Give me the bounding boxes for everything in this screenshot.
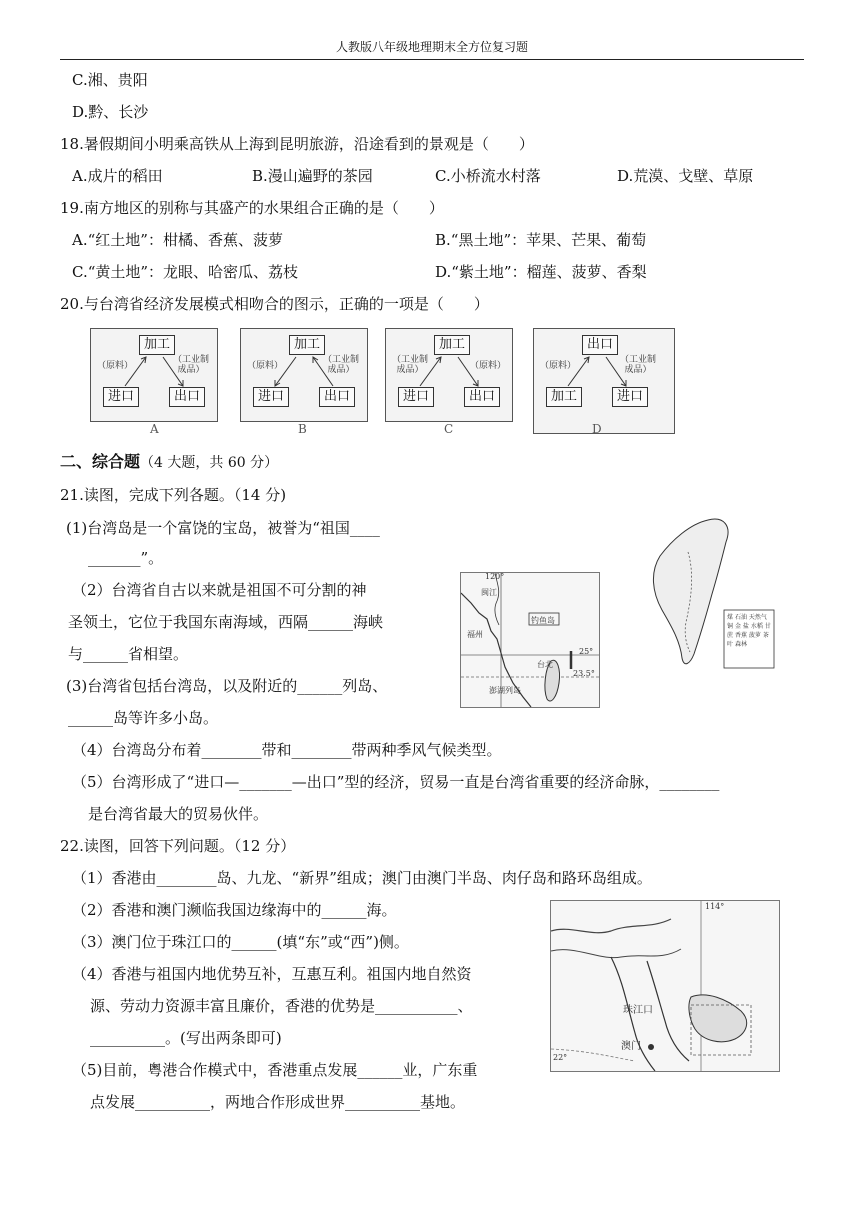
diagram-b-right-box: 出口 xyxy=(319,387,355,407)
diagram-d-top-box: 出口 xyxy=(582,335,618,355)
diagram-c-left-label: （工业制成品） xyxy=(391,355,428,375)
section-2-title: 二、综合题 xyxy=(60,452,141,471)
q22-part3: （3）澳门位于珠江口的______(填“东”或“西”)侧。 xyxy=(72,933,409,951)
section-2-heading xyxy=(60,452,278,473)
diagram-b-top-box: 加工 xyxy=(289,335,325,355)
q22-part4-line3: __________。(写出两条即可) xyxy=(90,1029,282,1047)
q18-option-b: B.漫山遍野的茶园 xyxy=(252,167,373,185)
q21-part2-line1: （2）台湾省自古以来就是祖国不可分割的神 xyxy=(72,581,367,599)
q22-stem: 22.读图，回答下列问题。（12 分） xyxy=(60,837,296,855)
legend-item-12: 森林 xyxy=(734,641,747,648)
diagram-b-left-box: 进口 xyxy=(253,387,289,407)
q21-part5-line2: 是台湾省最大的贸易伙伴。 xyxy=(88,805,269,823)
map1-lat-25: 25° xyxy=(579,647,594,656)
legend-item-11: 茶叶 xyxy=(727,632,769,648)
legend-item-2: 石油 xyxy=(734,614,747,621)
legend-item-10: 菠萝 xyxy=(748,632,761,639)
diagram-c-left-box: 进口 xyxy=(398,387,434,407)
map1-lat-23-5: 23.5° xyxy=(573,669,595,678)
legend-item-3: 天然气 xyxy=(748,614,767,621)
q22-part5-line1: （5)目前，粤港合作模式中，香港重点发展______业，广东重 xyxy=(72,1061,478,1079)
diagram-c-letter: C xyxy=(444,422,454,436)
q18-option-a: A.成片的稻田 xyxy=(72,167,163,185)
diagram-d-arrows xyxy=(534,329,674,433)
legend-item-6: 盐 xyxy=(742,623,749,630)
q22-part4-line2: 源、劳动力资源丰富且廉价，香港的优势是___________、 xyxy=(90,997,473,1015)
q21-part4: （4）台湾岛分布着________带和________带两种季风气候类型。 xyxy=(72,741,502,759)
diagram-b-right-label: （工业制成品） xyxy=(322,355,359,375)
diagram-a-letter: A xyxy=(150,422,159,436)
pearl-river-map-drawing xyxy=(551,901,779,1071)
q21-part3-line2: ______岛等许多小岛。 xyxy=(68,709,219,727)
q18-stem: 18.暑假期间小明乘高铁从上海到昆明旅游，沿途看到的景观是（ ） xyxy=(60,135,534,153)
header-divider xyxy=(60,59,804,60)
map1-longitude: 120° xyxy=(485,572,505,581)
legend-item-1: 煤 xyxy=(727,614,734,621)
q19-option-c: C.“黄土地”：龙眼、哈密瓜、荔枝 xyxy=(72,263,299,281)
legend-item-9: 香蕉 xyxy=(734,632,747,639)
q21-part2-line2: 圣领土，它位于我国东南海域，西隔______海峡 xyxy=(68,613,384,631)
diagram-a-right-box: 出口 xyxy=(169,387,205,407)
q22-part2: （2）香港和澳门濒临我国边缘海中的______海。 xyxy=(72,901,397,919)
diagram-d-left-box: 加工 xyxy=(546,387,582,407)
diagram-a xyxy=(90,328,218,422)
q19-option-d: D.“紫土地”：榴莲、菠萝、香梨 xyxy=(435,263,647,281)
q19-stem: 19.南方地区的别称与其盛产的水果组合正确的是（ ） xyxy=(60,199,444,217)
diagram-c-right-box: 出口 xyxy=(464,387,500,407)
q21-part1-line2: _______”。 xyxy=(88,549,164,567)
q20-stem: 20.与台湾省经济发展模式相吻合的图示，正确的一项是（ ） xyxy=(60,295,489,313)
map3-macau: 澳门 xyxy=(621,1041,641,1052)
q19-option-b: B.“黑土地”：苹果、芒果、葡萄 xyxy=(435,231,647,249)
diagram-b xyxy=(240,328,368,422)
q18-option-c: C.小桥流水村落 xyxy=(435,167,541,185)
section-2-note: （4 大题，共 60 分） xyxy=(140,455,279,471)
q21-stem: 21.读图，完成下列各题。（14 分) xyxy=(60,486,287,504)
diagram-d xyxy=(533,328,675,434)
q21-part2-line3: 与______省相望。 xyxy=(68,645,189,663)
q17-option-d: D.黔、长沙 xyxy=(72,103,149,121)
diagram-c-arrows xyxy=(386,329,512,421)
q21-part3-line1: (3)台湾省包括台湾岛，以及附近的______列岛、 xyxy=(66,677,388,695)
diagram-a-right-label: （工业制成品） xyxy=(172,355,209,375)
q19-option-a: A.“红土地”：柑橘、香蕉、菠萝 xyxy=(72,231,283,249)
map1-city-fuzhou: 福州 xyxy=(467,630,483,639)
diagram-b-letter: B xyxy=(298,422,307,436)
map2-legend xyxy=(727,613,773,649)
map1-diaoyu: 钓鱼岛 xyxy=(531,616,555,625)
q22-part4-line1: （4）香港与祖国内地优势互补，互惠互利。祖国内地自然资 xyxy=(72,965,472,983)
legend-item-7: 水稻 xyxy=(750,623,763,630)
page-header: 人教版八年级地理期末全方位复习题 xyxy=(335,40,528,54)
map1-penghu: 澎湖列岛 xyxy=(489,686,521,695)
map1-city-taipei: 台北 xyxy=(537,660,553,669)
q22-part5-line2: 点发展__________，两地合作形成世界__________基地。 xyxy=(90,1093,466,1111)
diagram-d-right-box: 进口 xyxy=(612,387,648,407)
diagram-d-letter: D xyxy=(592,422,602,436)
diagram-a-arrows xyxy=(91,329,217,421)
diagram-a-top-box: 加工 xyxy=(139,335,175,355)
legend-item-5: 金 xyxy=(734,623,741,630)
q18-option-d: D.荒漠、戈壁、草原 xyxy=(617,167,754,185)
q22-part1: （1）香港由________岛、九龙、“新界”组成；澳门由澳门半岛、肉仔岛和路环岛组成。 xyxy=(72,869,652,887)
taiwan-strait-map xyxy=(460,572,600,708)
diagram-b-left-label: （原料） xyxy=(246,361,283,371)
map1-river: 闽江 xyxy=(481,588,497,597)
diagram-d-left-label: （原料） xyxy=(539,361,576,371)
diagram-c-top-box: 加工 xyxy=(434,335,470,355)
q21-part5-line1: （5）台湾形成了“进口—_______—出口”型的经济，贸易一直是台湾省重要的经济命脉，________ xyxy=(72,773,720,791)
diagram-b-arrows xyxy=(241,329,367,421)
q17-option-c: C.湘、贵阳 xyxy=(72,71,148,89)
legend-item-8: 甘蔗 xyxy=(727,623,771,639)
diagram-c xyxy=(385,328,513,422)
map3-pearl-river-mouth: 珠江口 xyxy=(623,1005,653,1016)
legend-item-4: 铜 xyxy=(727,623,734,630)
pearl-river-map xyxy=(550,900,780,1072)
taiwan-resources-map xyxy=(628,512,778,672)
diagram-a-left-label: （原料） xyxy=(96,361,133,371)
diagram-a-left-box: 进口 xyxy=(103,387,139,407)
diagram-c-right-label: （原料） xyxy=(469,361,506,371)
map3-longitude: 114° xyxy=(705,902,725,911)
map3-latitude: 22° xyxy=(553,1053,568,1062)
diagram-d-right-label: （工业制成品） xyxy=(619,355,656,375)
q21-part1-line1: (1)台湾岛是一个富饶的宝岛，被誉为“祖国____ xyxy=(66,519,380,537)
